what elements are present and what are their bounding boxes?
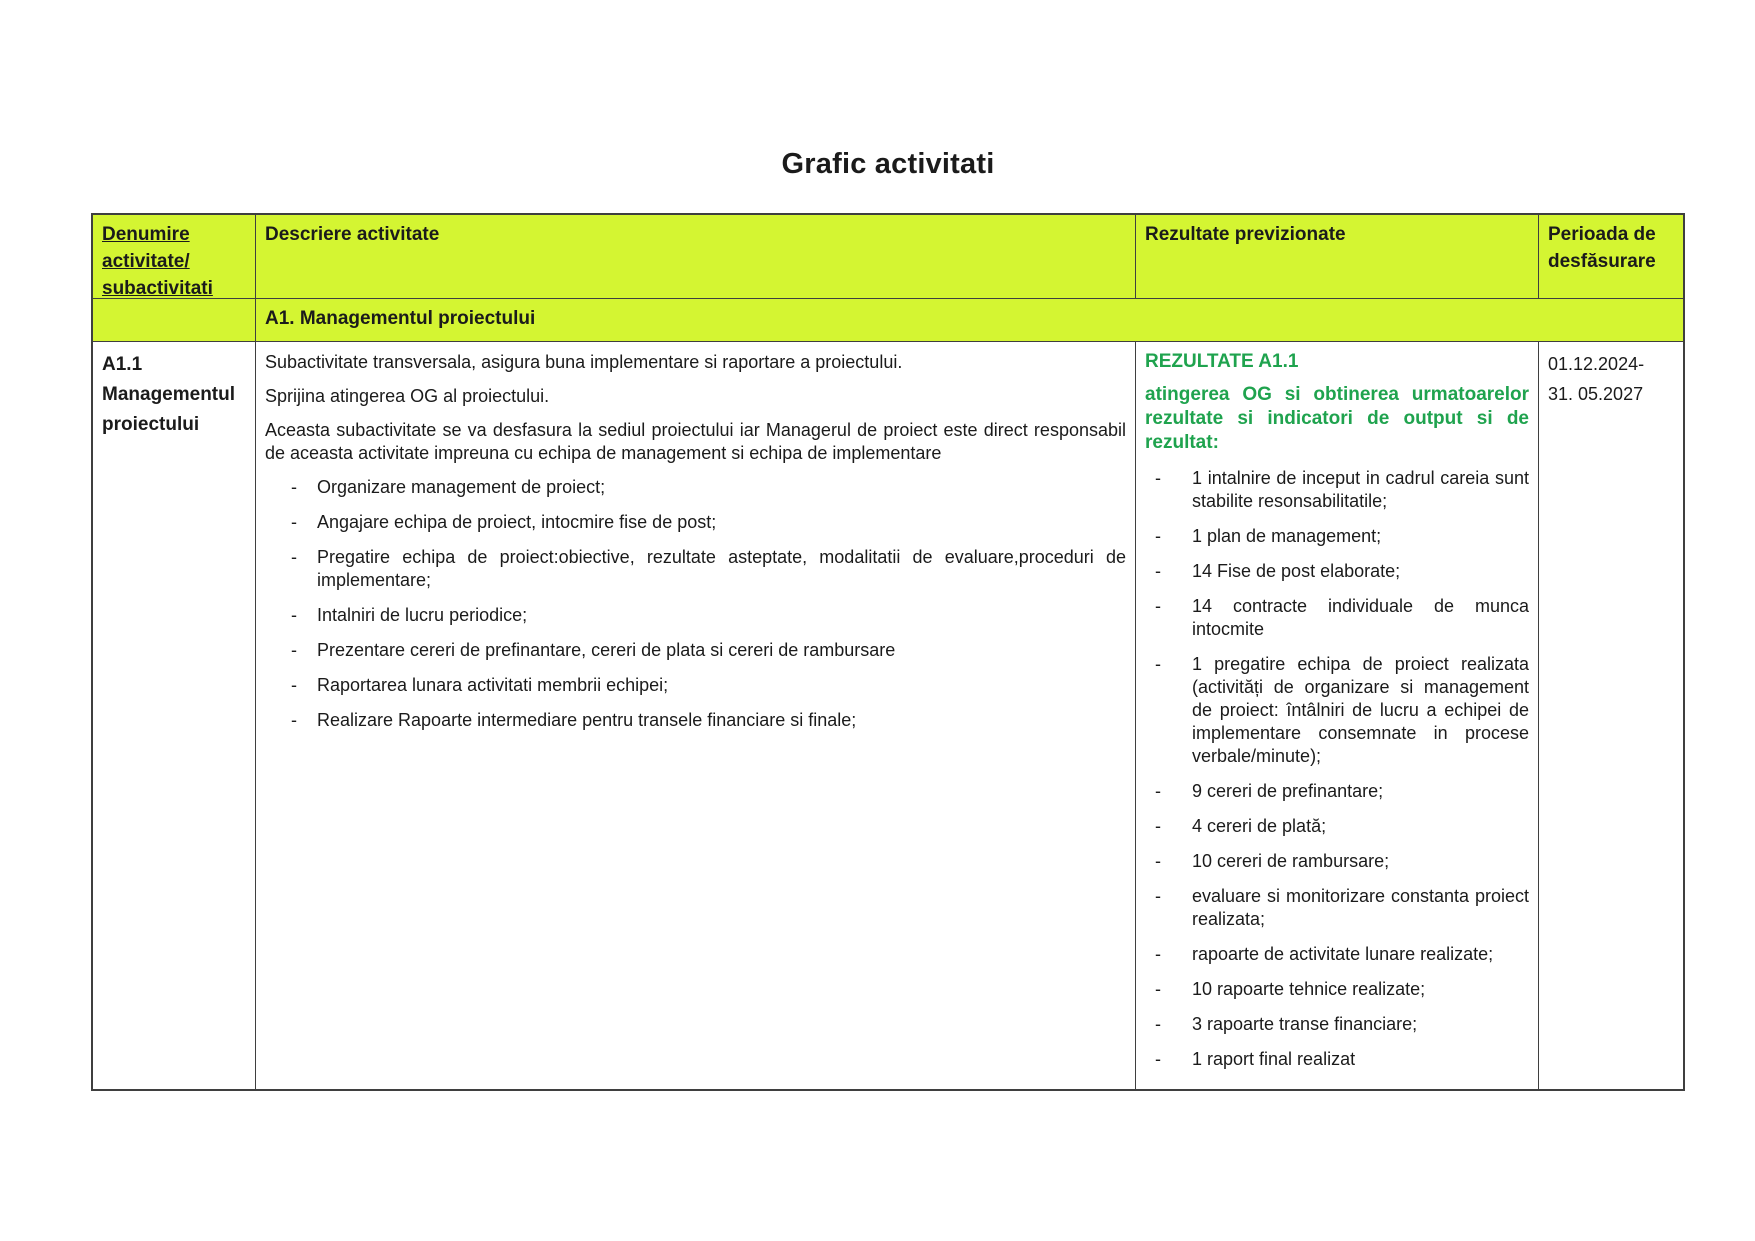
results-heading: REZULTATE A1.1 — [1145, 351, 1299, 372]
activity-name-cell — [93, 342, 256, 1089]
dash-bullet-marker: - — [291, 605, 297, 625]
description-bullet-text: Realizare Rapoarte intermediare pentru transele financiare si finale; — [317, 710, 857, 730]
results-bullet-item — [1145, 815, 1529, 838]
description-bullet-item — [265, 604, 1126, 627]
results-bullet-item — [1145, 885, 1529, 931]
results-bullet-text: 1 intalnire de inceput in cadrul careia sunt stabilite resonsabilitatile; — [1192, 468, 1529, 511]
results-bullet-text: rapoarte de activitate lunare realizate; — [1192, 944, 1494, 964]
results-bullet-text: evaluare si monitorizare constanta proiect realizata; — [1192, 886, 1529, 929]
dash-bullet-marker: - — [1155, 979, 1161, 999]
section-empty-cell — [93, 299, 256, 342]
dash-bullet-marker: - — [1155, 781, 1161, 801]
results-bullet-text: 1 plan de management; — [1192, 526, 1382, 546]
header-denumire-label: Denumire activitate/ subactivitati — [102, 224, 213, 299]
results-bullet-item — [1145, 595, 1529, 641]
activities-table — [91, 213, 1685, 1091]
dash-bullet-marker: - — [291, 640, 297, 660]
results-bullet-item — [1145, 978, 1529, 1001]
description-paragraph: Sprijina atingerea OG al proiectului. — [265, 386, 550, 406]
section-label: A1. Managementul proiectului — [256, 299, 1683, 342]
period-end: 31. 05.2027 — [1548, 384, 1644, 404]
results-bullet-text: 14 contracte individuale de munca intocmite — [1192, 596, 1529, 639]
description-bullet-text: Pregatire echipa de proiect:obiective, rezultate asteptate, modalitatii de evaluare,proceduri de implementare; — [317, 547, 1126, 590]
dash-bullet-marker: - — [291, 512, 297, 532]
results-bullet-item — [1145, 1013, 1529, 1036]
dash-bullet-marker: - — [1155, 886, 1161, 906]
dash-bullet-marker: - — [1155, 468, 1161, 488]
dash-bullet-marker: - — [1155, 561, 1161, 581]
description-bullet-text: Raportarea lunara activitati membrii echipei; — [317, 675, 669, 695]
activity-row-a1-1 — [93, 342, 1683, 1089]
description-bullet-text: Angajare echipa de proiect, intocmire fise de post; — [317, 512, 717, 532]
description-bullet-text: Prezentare cereri de prefinantare, cereri de plata si cereri de rambursare — [317, 640, 896, 660]
description-paragraph: Aceasta subactivitate se va desfasura la sediul proiectului iar Managerul de proiect este direct responsabil de aceasta activitate impreuna cu echipa de management si echipa de implementare — [265, 420, 1126, 463]
dash-bullet-marker: - — [1155, 654, 1161, 674]
header-descriere-activitate: Descriere activitate — [256, 215, 1136, 299]
description-paragraphs — [265, 351, 1126, 465]
results-bullet-item — [1145, 850, 1529, 873]
dash-bullet-marker: - — [291, 675, 297, 695]
dash-bullet-marker: - — [1155, 944, 1161, 964]
dash-bullet-marker: - — [1155, 816, 1161, 836]
header-rezultate-previzionate: Rezultate previzionate — [1136, 215, 1539, 299]
description-bullet-item — [265, 639, 1126, 662]
dash-bullet-marker: - — [291, 547, 297, 567]
results-bullet-text: 9 cereri de prefinantare; — [1192, 781, 1384, 801]
results-bullet-item — [1145, 653, 1529, 768]
results-bullet-text: 3 rapoarte transe financiare; — [1192, 1014, 1418, 1034]
results-cell — [1136, 342, 1539, 1089]
results-bullet-text: 10 rapoarte tehnice realizate; — [1192, 979, 1426, 999]
activity-description-cell — [256, 342, 1136, 1089]
results-bullet-text: 1 pregatire echipa de proiect realizata (activități de organizare si management de proiect: întâlniri de lucru a echipei de implementare consemnate in procese verbale/minute); — [1192, 654, 1529, 766]
description-paragraph: Subactivitate transversala, asigura buna implementare si raportare a proiectului. — [265, 352, 903, 372]
results-bullet-item — [1145, 525, 1529, 548]
results-bullet-text: 10 cereri de rambursare; — [1192, 851, 1390, 871]
period-start: 01.12.2024- — [1548, 354, 1645, 374]
description-bullet-list — [265, 476, 1126, 732]
dash-bullet-marker: - — [1155, 526, 1161, 546]
results-bullet-list — [1145, 467, 1529, 1071]
dash-bullet-marker: - — [1155, 851, 1161, 871]
results-bullet-item — [1145, 780, 1529, 803]
activity-name: Managementul proiectului — [102, 384, 236, 435]
description-bullet-item — [265, 674, 1126, 697]
header-perioada-desfasurare: Perioada de desfăsurare — [1539, 215, 1683, 299]
results-bullet-item — [1145, 560, 1529, 583]
dash-bullet-marker: - — [1155, 1049, 1161, 1069]
description-bullet-item — [265, 546, 1126, 592]
table-header-row — [93, 215, 1683, 299]
description-bullet-item — [265, 709, 1126, 732]
results-bullet-item — [1145, 943, 1529, 966]
description-bullet-text: Intalniri de lucru periodice; — [317, 605, 528, 625]
results-bullet-item — [1145, 1048, 1529, 1071]
section-row-a1 — [93, 299, 1683, 342]
results-bullet-text: 14 Fise de post elaborate; — [1192, 561, 1401, 581]
description-bullet-item — [265, 476, 1126, 499]
dash-bullet-marker: - — [291, 477, 297, 497]
results-subheading: atingerea OG si obtinerea urmatoarelor rezultate si indicatori de output si de rezultat: — [1145, 384, 1529, 453]
dash-bullet-marker: - — [291, 710, 297, 730]
results-bullet-text: 1 raport final realizat — [1192, 1049, 1356, 1069]
dash-bullet-marker: - — [1155, 1014, 1161, 1034]
results-bullet-text: 4 cereri de plată; — [1192, 816, 1327, 836]
header-denumire-activitate — [93, 215, 256, 299]
description-bullet-item — [265, 511, 1126, 534]
description-bullet-text: Organizare management de proiect; — [317, 477, 606, 497]
page-title: Grafic activitati — [781, 148, 995, 180]
period-cell — [1539, 342, 1683, 1089]
dash-bullet-marker: - — [1155, 596, 1161, 616]
results-bullet-item — [1145, 467, 1529, 513]
activity-code: A1.1 — [102, 354, 143, 375]
